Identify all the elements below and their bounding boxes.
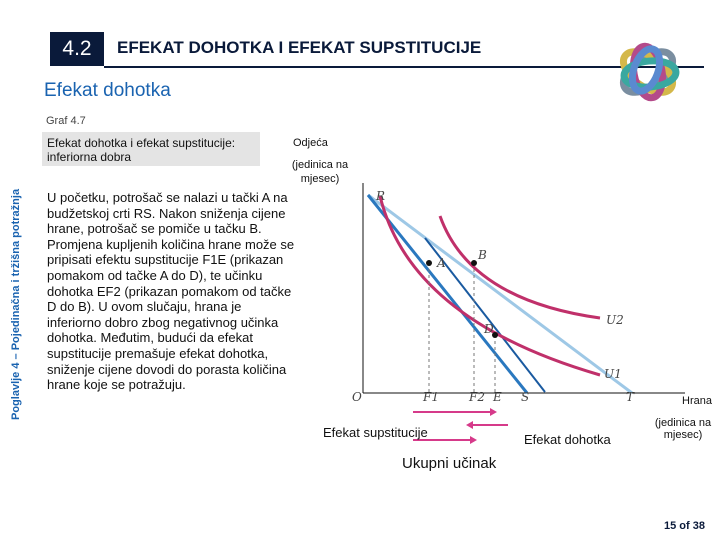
y-axis-unit: (jedinica na mjesec) [291, 159, 349, 185]
section-subtitle: Efekat dohotka [44, 80, 171, 101]
label-F1: F1 [423, 390, 439, 404]
arrow-income-head [466, 421, 473, 429]
label-origin: O [352, 390, 362, 404]
label-U1: U1 [604, 367, 622, 381]
arrow-total-head [470, 436, 477, 444]
page-title: EFEKAT DOHOTKA I EFEKAT SUPSTITUCIJE [117, 38, 482, 57]
label-B: B [478, 248, 487, 262]
budget-line-RT [368, 195, 632, 393]
label-U2: U2 [606, 313, 624, 327]
point-A [426, 260, 432, 266]
caption-text: Efekat dohotka i efekat supstitucije: inferiorna dobra [47, 136, 236, 164]
section-badge: 4.2 [50, 32, 104, 66]
y-axis-title: Odjeća [293, 137, 328, 149]
figure-number: Graf 4.7 [46, 115, 86, 127]
page-number: 15 of 38 [664, 520, 705, 532]
rings-logo [616, 44, 679, 101]
label-S: S [521, 390, 530, 404]
label-D: D [484, 322, 494, 336]
label-E: E [493, 390, 502, 404]
label-R: R [376, 189, 386, 203]
total-effect-label: Ukupni učinak [402, 455, 497, 472]
x-axis-unit: (jedinica na mjesec) [654, 417, 712, 441]
arrow-substitution-head [490, 408, 497, 416]
substitution-effect-label: Efekat supstitucije [323, 425, 428, 440]
label-T: T [626, 390, 635, 404]
chapter-side-label: Poglavlje 4 – Pojedinačna i tržišna potražnja [10, 188, 22, 420]
point-B [471, 260, 477, 266]
label-F2: F2 [469, 390, 485, 404]
income-effect-label: Efekat dohotka [524, 432, 611, 447]
explanation-text: U početku, potrošač se nalazi u tački A na budžetskoj crti RS. Nakon sniženja cijene hrane, potrošač se pomiče u tačku B. Promjena kupljenih količina hrane može se pripisati efektu supstitucije F1E (prikazan pomakom od tačke A do D), te učinku dohotka EF2 (prikazan pomakom od tačke D do B). U ovom slučaju, hrana je inferiorno dobro zbog negativnog učinka dohotka. Međutim, budući da efekat supstitucije premašuje efekat dohotka, sniženje cijene dovodi do porasta količina hrane koje se potražuju. [47, 190, 295, 393]
budget-line-RS [368, 195, 527, 393]
label-A: A [437, 256, 446, 270]
x-axis-title: Hrana [682, 395, 712, 407]
